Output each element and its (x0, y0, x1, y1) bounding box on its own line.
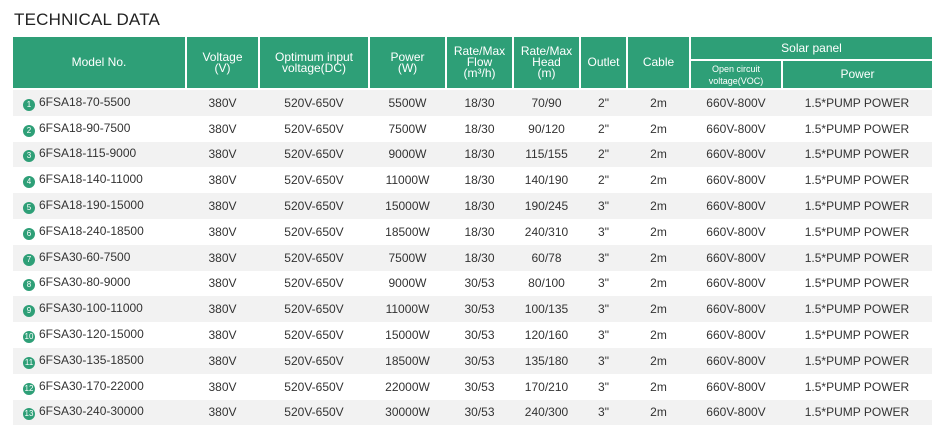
cell-flow: 18/30 (446, 245, 513, 271)
header-head: Rate/Max Head (m) (513, 37, 580, 89)
cell-model (13, 296, 186, 322)
cell-outlet: 3" (580, 219, 627, 245)
cell-optimum: 520V-650V (259, 322, 369, 348)
table-row (13, 400, 932, 426)
cell-voltage: 380V (186, 167, 259, 193)
cell-outlet: 3" (580, 193, 627, 219)
cell-voltage: 380V (186, 116, 259, 142)
cell-flow: 30/53 (446, 322, 513, 348)
cell-solar-power: 1.5*PUMP POWER (782, 322, 932, 348)
cell-cable: 2m (627, 116, 690, 142)
cell-power: 5500W (369, 89, 446, 116)
cell-optimum: 520V-650V (259, 116, 369, 142)
cell-flow: 18/30 (446, 142, 513, 168)
row-number-badge: 10 (24, 332, 34, 342)
table-row (13, 116, 932, 142)
model-number: 6FSA30-100-11000 (39, 301, 143, 316)
header-optimum-voltage: Optimum input voltage(DC) (259, 37, 369, 89)
cell-outlet: 3" (580, 271, 627, 297)
cell-voc: 660V-800V (690, 142, 782, 168)
cell-power: 9000W (369, 142, 446, 168)
header-solar-panel: Solar panel (690, 37, 932, 60)
table-row (13, 89, 932, 116)
cell-head: 240/300 (513, 400, 580, 426)
cell-voc: 660V-800V (690, 219, 782, 245)
cell-outlet: 3" (580, 348, 627, 374)
cell-flow: 18/30 (446, 193, 513, 219)
cell-solar-power: 1.5*PUMP POWER (782, 89, 932, 116)
table-row (13, 374, 932, 400)
cell-model (13, 348, 186, 374)
cell-solar-power: 1.5*PUMP POWER (782, 271, 932, 297)
cell-flow: 30/53 (446, 296, 513, 322)
cell-cable: 2m (627, 271, 690, 297)
cell-power: 18500W (369, 219, 446, 245)
cell-cable: 2m (627, 89, 690, 116)
model-number: 6FSA18-190-15000 (39, 198, 144, 213)
cell-power: 11000W (369, 296, 446, 322)
cell-flow: 18/30 (446, 89, 513, 116)
row-number-badge: 2 (23, 125, 35, 137)
cell-solar-power: 1.5*PUMP POWER (782, 116, 932, 142)
header-power: Power (W) (369, 37, 446, 89)
row-number-badge: 12 (24, 383, 34, 393)
table-row (13, 193, 932, 219)
cell-outlet: 2" (580, 142, 627, 168)
cell-solar-power: 1.5*PUMP POWER (782, 142, 932, 168)
technical-data-table (13, 37, 932, 425)
cell-head: 90/120 (513, 116, 580, 142)
cell-model (13, 167, 186, 193)
cell-head: 170/210 (513, 374, 580, 400)
model-number: 6FSA18-240-18500 (39, 223, 144, 238)
page-title: TECHNICAL DATA (14, 10, 161, 29)
cell-optimum: 520V-650V (259, 296, 369, 322)
cell-model (13, 89, 186, 116)
table-row (13, 296, 932, 322)
cell-voc: 660V-800V (690, 193, 782, 219)
header-solar-power: Power (782, 60, 932, 89)
header-cable: Cable (627, 37, 690, 89)
model-number: 6FSA18-70-5500 (39, 94, 131, 109)
model-number: 6FSA30-135-18500 (39, 352, 144, 367)
cell-outlet: 3" (580, 400, 627, 426)
cell-flow: 30/53 (446, 348, 513, 374)
row-number-badge: 4 (23, 176, 35, 188)
row-number-badge: 5 (23, 202, 35, 214)
cell-voc: 660V-800V (690, 89, 782, 116)
cell-model (13, 271, 186, 297)
cell-solar-power: 1.5*PUMP POWER (782, 219, 932, 245)
cell-solar-power: 1.5*PUMP POWER (782, 167, 932, 193)
model-number: 6FSA30-60-7500 (39, 249, 131, 264)
cell-outlet: 2" (580, 89, 627, 116)
cell-voc: 660V-800V (690, 167, 782, 193)
cell-head: 70/90 (513, 89, 580, 116)
cell-power: 7500W (369, 245, 446, 271)
cell-head: 115/155 (513, 142, 580, 168)
cell-power: 11000W (369, 167, 446, 193)
cell-head: 240/310 (513, 219, 580, 245)
cell-outlet: 3" (580, 245, 627, 271)
cell-head: 120/160 (513, 322, 580, 348)
cell-model (13, 245, 186, 271)
cell-head: 140/190 (513, 167, 580, 193)
cell-optimum: 520V-650V (259, 142, 369, 168)
cell-cable: 2m (627, 348, 690, 374)
cell-model (13, 193, 186, 219)
cell-optimum: 520V-650V (259, 245, 369, 271)
cell-model (13, 116, 186, 142)
cell-voltage: 380V (186, 374, 259, 400)
cell-solar-power: 1.5*PUMP POWER (782, 296, 932, 322)
cell-head: 60/78 (513, 245, 580, 271)
cell-model (13, 322, 186, 348)
cell-flow: 30/53 (446, 374, 513, 400)
cell-solar-power: 1.5*PUMP POWER (782, 400, 932, 426)
cell-optimum: 520V-650V (259, 167, 369, 193)
cell-voltage: 380V (186, 142, 259, 168)
cell-voltage: 380V (186, 348, 259, 374)
header-flow: Rate/Max Flow (m³/h) (446, 37, 513, 89)
cell-cable: 2m (627, 296, 690, 322)
row-number-badge: 13 (24, 409, 34, 419)
cell-flow: 30/53 (446, 271, 513, 297)
cell-voc: 660V-800V (690, 116, 782, 142)
cell-head: 80/100 (513, 271, 580, 297)
cell-outlet: 3" (580, 296, 627, 322)
cell-voltage: 380V (186, 296, 259, 322)
cell-solar-power: 1.5*PUMP POWER (782, 193, 932, 219)
cell-head: 190/245 (513, 193, 580, 219)
cell-power: 18500W (369, 348, 446, 374)
table-row (13, 271, 932, 297)
cell-optimum: 520V-650V (259, 219, 369, 245)
model-number: 6FSA30-80-9000 (39, 275, 131, 290)
cell-voc: 660V-800V (690, 245, 782, 271)
cell-power: 15000W (369, 322, 446, 348)
cell-outlet: 2" (580, 167, 627, 193)
header-open-circuit-voltage: Open circuit voltage(VOC) (690, 60, 782, 89)
cell-flow: 30/53 (446, 400, 513, 426)
cell-optimum: 520V-650V (259, 348, 369, 374)
table-row (13, 219, 932, 245)
row-number-badge: 8 (23, 279, 35, 291)
cell-voltage: 380V (186, 245, 259, 271)
cell-optimum: 520V-650V (259, 193, 369, 219)
cell-voc: 660V-800V (690, 271, 782, 297)
cell-voltage: 380V (186, 322, 259, 348)
row-number-badge: 6 (23, 228, 35, 240)
cell-head: 100/135 (513, 296, 580, 322)
cell-voc: 660V-800V (690, 296, 782, 322)
table-row (13, 167, 932, 193)
cell-voltage: 380V (186, 219, 259, 245)
cell-cable: 2m (627, 167, 690, 193)
cell-power: 7500W (369, 116, 446, 142)
model-number: 6FSA30-170-22000 (39, 378, 144, 393)
row-number-badge: 11 (24, 357, 34, 367)
cell-cable: 2m (627, 245, 690, 271)
header-row-1 (13, 37, 932, 60)
cell-optimum: 520V-650V (259, 271, 369, 297)
cell-cable: 2m (627, 219, 690, 245)
model-number: 6FSA30-120-15000 (39, 327, 144, 342)
model-number: 6FSA30-240-30000 (39, 404, 144, 419)
cell-power: 9000W (369, 271, 446, 297)
cell-cable: 2m (627, 193, 690, 219)
row-number-badge: 3 (23, 150, 35, 162)
cell-cable: 2m (627, 322, 690, 348)
cell-model (13, 400, 186, 426)
cell-voltage: 380V (186, 89, 259, 116)
cell-flow: 18/30 (446, 167, 513, 193)
table-row (13, 245, 932, 271)
cell-model (13, 374, 186, 400)
model-number: 6FSA18-90-7500 (39, 120, 131, 135)
cell-outlet: 3" (580, 374, 627, 400)
cell-optimum: 520V-650V (259, 89, 369, 116)
cell-voc: 660V-800V (690, 374, 782, 400)
row-number-badge: 1 (23, 99, 35, 111)
cell-cable: 2m (627, 400, 690, 426)
cell-voltage: 380V (186, 193, 259, 219)
table-row (13, 142, 932, 168)
cell-cable: 2m (627, 142, 690, 168)
cell-optimum: 520V-650V (259, 400, 369, 426)
cell-cable: 2m (627, 374, 690, 400)
header-model: Model No. (13, 37, 186, 89)
row-number-badge: 9 (23, 305, 35, 317)
cell-flow: 18/30 (446, 116, 513, 142)
header-voltage: Voltage (V) (186, 37, 259, 89)
model-number: 6FSA18-115-9000 (39, 146, 137, 161)
cell-solar-power: 1.5*PUMP POWER (782, 374, 932, 400)
cell-voc: 660V-800V (690, 322, 782, 348)
table-row (13, 348, 932, 374)
table-row (13, 322, 932, 348)
header-outlet: Outlet (580, 37, 627, 89)
row-number-badge: 7 (23, 254, 35, 266)
model-number: 6FSA18-140-11000 (39, 172, 143, 187)
cell-power: 15000W (369, 193, 446, 219)
cell-flow: 18/30 (446, 219, 513, 245)
cell-solar-power: 1.5*PUMP POWER (782, 348, 932, 374)
cell-voltage: 380V (186, 400, 259, 426)
cell-head: 135/180 (513, 348, 580, 374)
cell-voc: 660V-800V (690, 400, 782, 426)
cell-model (13, 142, 186, 168)
cell-solar-power: 1.5*PUMP POWER (782, 245, 932, 271)
cell-power: 22000W (369, 374, 446, 400)
cell-voc: 660V-800V (690, 348, 782, 374)
cell-voltage: 380V (186, 271, 259, 297)
cell-outlet: 3" (580, 322, 627, 348)
cell-outlet: 2" (580, 116, 627, 142)
cell-power: 30000W (369, 400, 446, 426)
cell-optimum: 520V-650V (259, 374, 369, 400)
cell-model (13, 219, 186, 245)
